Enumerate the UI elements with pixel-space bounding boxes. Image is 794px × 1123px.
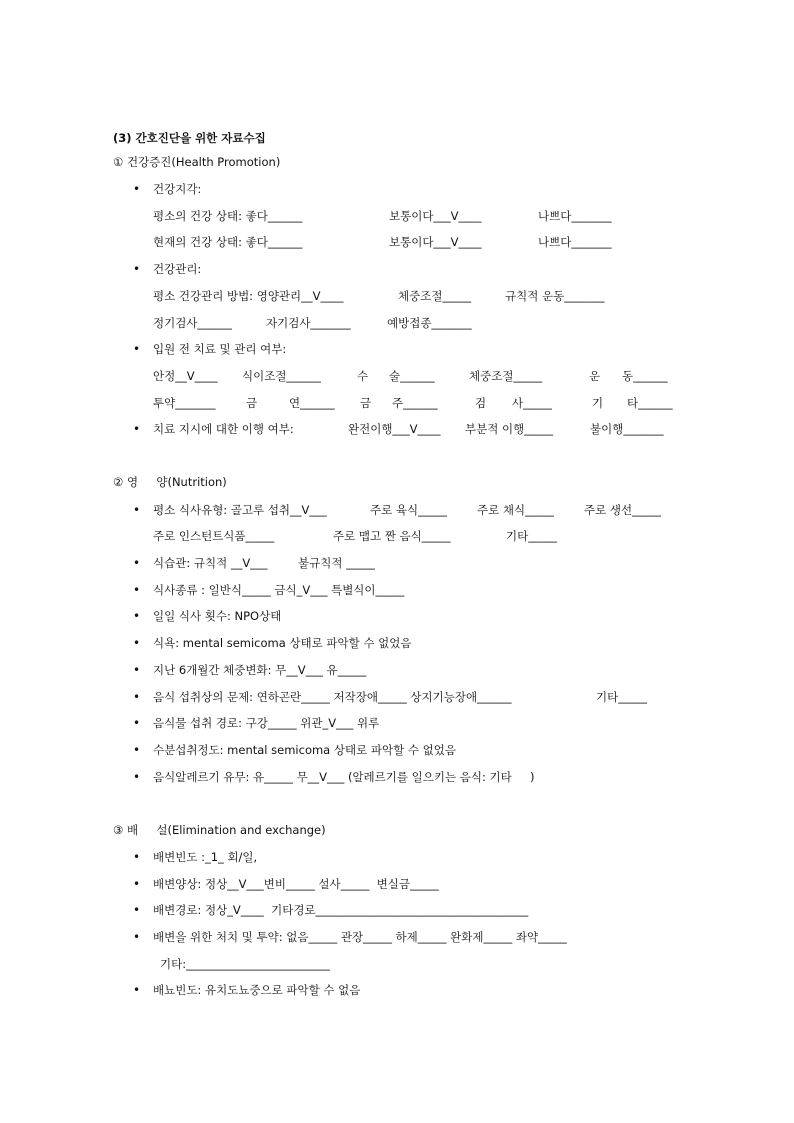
section3-title: ③ 배 설(Elimination and exchange)	[113, 823, 326, 837]
meal-count: 일일 식사 횟수: NPO상태	[153, 609, 282, 623]
bullet-icon: •	[133, 342, 141, 356]
mgmt-exercise: 규칙적 운동_______	[505, 289, 605, 303]
bullet-icon: •	[133, 636, 141, 650]
prior-etc-b: 타______	[627, 396, 673, 410]
mgmt-vaccination: 예방접종_______	[387, 316, 472, 330]
diet-balanced: 평소 식사유형: 골고루 섭취__V___	[153, 503, 327, 517]
health-perception-label: 건강지각:	[153, 182, 202, 196]
intake-problem-etc: 기타_____	[596, 690, 647, 704]
bullet-icon: •	[133, 716, 141, 730]
usual-health-normal: 보통이다___V____	[389, 209, 482, 223]
bowel-treatment: 배변을 위한 처치 및 투약: 없음_____ 관장_____ 하제_____ 완화제_____ 좌약_____	[153, 930, 567, 944]
bullet-icon: •	[133, 983, 141, 997]
diet-vegetable: 주로 채식_____	[477, 503, 554, 517]
habit-regular: 식습관: 규칙적 __V___	[153, 556, 268, 570]
prior-nosmoke-b: 연______	[289, 396, 335, 410]
compliance-full: 완전이행___V____	[348, 422, 441, 436]
bullet-icon: •	[133, 930, 141, 944]
bullet-icon: •	[133, 690, 141, 704]
diet-instant: 주로 인스턴트식품_____	[153, 529, 275, 543]
bullet-icon: •	[133, 877, 141, 891]
prior-surgery-a: 수	[357, 369, 369, 383]
usual-health-bad: 나쁘다_______	[538, 209, 612, 223]
prior-medication: 투약_______	[153, 396, 216, 410]
mgmt-regular-checkup: 정기검사______	[153, 316, 232, 330]
bullet-icon: •	[133, 583, 141, 597]
bullet-icon: •	[133, 903, 141, 917]
diet-fish: 주로 생선_____	[584, 503, 661, 517]
prior-weight: 체중조절_____	[469, 369, 543, 383]
bowel-route: 배변경로: 정상_V____ 기타경로_____________________________________	[153, 903, 529, 917]
bullet-icon: •	[133, 182, 141, 196]
habit-irregular: 불규칙적 _____	[298, 556, 375, 570]
prior-diet: 식이조절______	[242, 369, 321, 383]
mgmt-weight: 체중조절_____	[398, 289, 472, 303]
usual-health-good: 평소의 건강 상태: 좋다______	[153, 209, 303, 223]
current-health-good: 현재의 건강 상태: 좋다______	[153, 235, 303, 249]
prior-nosmoke-a: 금	[246, 396, 258, 410]
intake-route: 음식물 섭취 경로: 구강_____ 위관_V___ 위루	[153, 716, 380, 730]
prior-surgery-b: 술______	[389, 369, 435, 383]
health-management-label: 건강관리:	[153, 262, 202, 276]
bullet-icon: •	[133, 422, 141, 436]
bullet-icon: •	[133, 850, 141, 864]
appetite: 식욕: mental semicoma 상태로 파악할 수 없었음	[153, 636, 412, 650]
prior-treatment-label: 입원 전 치료 및 관리 여부:	[153, 342, 287, 356]
bowel-treatment-etc: 기타:_________________________	[160, 957, 330, 971]
bullet-icon: •	[133, 503, 141, 517]
bullet-icon: •	[133, 609, 141, 623]
current-health-normal: 보통이다___V____	[389, 235, 482, 249]
prior-exercise-a: 운	[589, 369, 601, 383]
mgmt-self-check: 자기검사_______	[266, 316, 351, 330]
section2-title: ② 영 양(Nutrition)	[113, 475, 227, 489]
bullet-icon: •	[133, 770, 141, 784]
current-health-bad: 나쁘다_______	[538, 235, 612, 249]
compliance-none: 불이행_______	[590, 422, 664, 436]
bowel-pattern: 배변양상: 정상__V___변비_____ 설사_____ 변실금_____	[153, 877, 439, 891]
prior-checkup-a: 검	[475, 396, 487, 410]
compliance-partial: 부분적 이행_____	[465, 422, 553, 436]
prior-exercise-b: 동______	[622, 369, 668, 383]
bowel-frequency: 배변빈도 :_1_ 회/일,	[153, 850, 258, 864]
section1-title: ① 건강증진(Health Promotion)	[113, 155, 281, 169]
intake-problem: 음식 섭취상의 문제: 연하곤란_____ 저작장애_____ 상지기능장애______	[153, 690, 512, 704]
meal-type: 식사종류 : 일반식_____ 금식_V___ 특별식이_____	[153, 583, 405, 597]
diet-etc: 기타_____	[506, 529, 557, 543]
fluid-intake: 수분섭취정도: mental semicoma 상태로 파악할 수 없었음	[153, 743, 456, 757]
prior-rest: 안정__V____	[153, 369, 218, 383]
bullet-icon: •	[133, 262, 141, 276]
compliance-label: 치료 지시에 대한 이행 여부:	[153, 422, 294, 436]
prior-checkup-b: 사_____	[512, 396, 552, 410]
diet-spicy-salty: 주로 맵고 짠 음식_____	[333, 529, 451, 543]
weight-change: 지난 6개월간 체중변화: 무__V___ 유_____	[153, 663, 367, 677]
prior-noalcohol-b: 주______	[392, 396, 438, 410]
urination-frequency: 배뇨빈도: 유치도뇨중으로 파악할 수 없음	[153, 983, 361, 997]
bullet-icon: •	[133, 743, 141, 757]
mgmt-nutrition: 평소 건강관리 방법: 영양관리__V____	[153, 289, 344, 303]
section-header: (3) 간호진단을 위한 자료수집	[113, 131, 266, 145]
bullet-icon: •	[133, 663, 141, 677]
prior-etc-a: 기	[592, 396, 604, 410]
diet-meat: 주로 육식_____	[370, 503, 447, 517]
food-allergy: 음식알레르기 유무: 유_____ 무__V___ (알레르기를 일으키는 음식: 기타 )	[153, 770, 535, 784]
bullet-icon: •	[133, 556, 141, 570]
prior-noalcohol-a: 금	[360, 396, 372, 410]
